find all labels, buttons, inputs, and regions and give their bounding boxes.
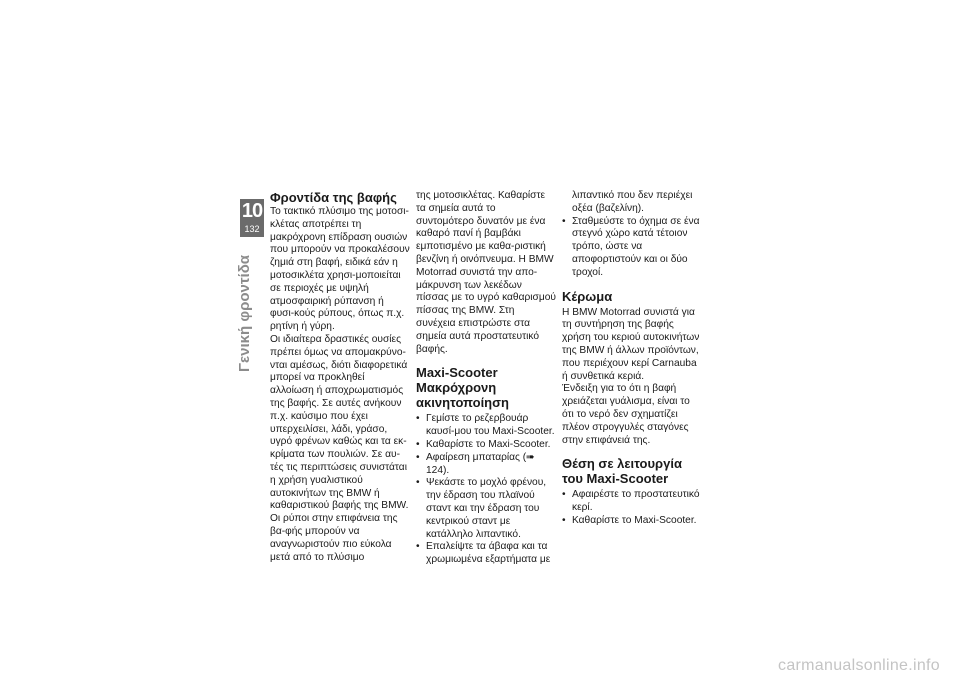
section-title-long-storage: Maxi-Scooter Μακρόχρονη ακινητοποίηση	[416, 365, 509, 411]
paragraph: Οι ρύποι στην επιφάνεια της βα-φής μπορούν να αναγνωριστούν πιο εύκολα μετά από το πλύσιμο	[270, 513, 398, 563]
section-title-paint-care: Φροντίδα της βαφής	[270, 190, 397, 205]
section-title-waxing: Κέρωμα	[562, 288, 613, 304]
bullet-icon: •	[562, 514, 566, 526]
list-item: • Σταθμεύστε το όχημα σε ένα στεγνό χώρο κατά τέτοιον τρόπο, ώστε να αποφορτιστούν και οι δύο τροχοί.	[562, 215, 700, 278]
paragraph: Η BMW Motorrad συνιστά για τη συντήρηση της βαφής χρήση του κεριού αυτοκινήτων της BMW ή άλλων προϊόντων, που περιέχουν κερί Carnauba ή συνθετικά κεριά.	[562, 306, 700, 382]
watermark-footer: carmanualsonline.info	[778, 657, 940, 674]
bullet-icon: •	[416, 413, 420, 425]
page-number: 132	[244, 224, 260, 234]
column-1	[270, 190, 410, 564]
list-item: • Γεμίστε το ρεζερβουάρ καυσί-μου του Maxi-Scooter.	[416, 413, 555, 438]
bullet-icon: •	[416, 541, 420, 553]
list-item: • Επαλείψτε τα άβαφα και τα χρωμιωμένα εξαρτήματα με	[416, 541, 551, 566]
list-item: • Καθαρίστε το Maxi-Scooter.	[416, 438, 551, 450]
bullet-list	[562, 489, 702, 527]
list-item: • Καθαρίστε το Maxi-Scooter.	[562, 514, 697, 526]
bullet-icon: •	[416, 438, 420, 450]
chapter-tab	[240, 199, 264, 237]
list-item: • Ψεκάστε το μοχλό φρένου, την έδραση του πλαϊνού σταντ και την έδραση του κεντρικού σταντ με κατάλληλο λιπαντικό.	[416, 477, 547, 540]
column-2	[416, 190, 556, 567]
list-item: • Αφαίρεση μπαταρίας (➠ 124).	[416, 451, 535, 476]
bullet-icon: •	[562, 489, 566, 501]
column-3	[562, 190, 702, 528]
paragraph: Το τακτικό πλύσιμο της μοτοσι-κλέτας αποτρέπει τη μακρόχρονη επίδραση ουσιών που μπορούν να προκαλέσουν ζημιά στη βαφή, ειδικά εάν η μοτοσικλέτα χρησι-μοποιείται σε περιοχές με υψηλή ατμοσφαιρική ρύπανση ή φυσι-κούς ρύπους, όπως π.χ. ρητίνη ή γύρη.	[270, 206, 410, 333]
bullet-icon: •	[562, 215, 566, 227]
bullet-list	[416, 413, 556, 567]
paragraph: Ένδειξη για το ότι η βαφή χρειάζεται γυάλισμα, είναι το ότι το νερό δεν σχηματίζει πλέον στρογγυλές σταγόνες στην επιφάνειά της.	[562, 383, 690, 446]
bullet-list	[562, 216, 702, 280]
bullet-icon: •	[416, 451, 420, 463]
section-side-label: Γενική φροντίδα	[236, 254, 253, 372]
paragraph: της μοτοσικλέτας. Καθαρίστε τα σημεία αυτά το συντομότερο δυνατόν με ένα καθαρό πανί ή βαμβάκι εμποτισμένο με καθα-ριστική βενζίνη ή οινόπνευμα. Η BMW Motorrad συνιστά την απο-μάκρυνση των λεκέδων πίσσας με το υγρό καθαρισμού πίσσας της BMW. Στη συνέχεια επιστρώστε στα σημεία αυτά προστατευτικό βαφής.	[416, 190, 556, 355]
section-title-commissioning: Θέση σε λειτουργία του Maxi-Scooter	[562, 456, 682, 487]
list-item: • Αφαιρέστε το προστατευτικό κερί.	[562, 489, 700, 514]
paragraph: λιπαντικό που δεν περιέχει οξέα (βαζελίνη).	[572, 190, 693, 214]
bullet-icon: •	[416, 477, 420, 489]
chapter-number: 10	[241, 200, 263, 222]
paragraph: Οι ιδιαίτερα δραστικές ουσίες πρέπει όμως να απομακρύνο-νται αμέσως, διότι διαφορετικά μπορεί να προκληθεί αλλοίωση ή αποχρωματισμός της βαφής. Σε αυτές ανήκουν π.χ. καύσιμο που έχει υπερχειλίσει, λάδι, γράσο, υγρό φρένων καθώς και τα εκ-κρίματα των πουλιών. Σε αυ-τές τις περιπτώσεις συνιστάται η χρήση γυαλιστικού αυτοκινήτων της BMW ή καθαριστικού βαφής της BMW.	[270, 333, 409, 512]
